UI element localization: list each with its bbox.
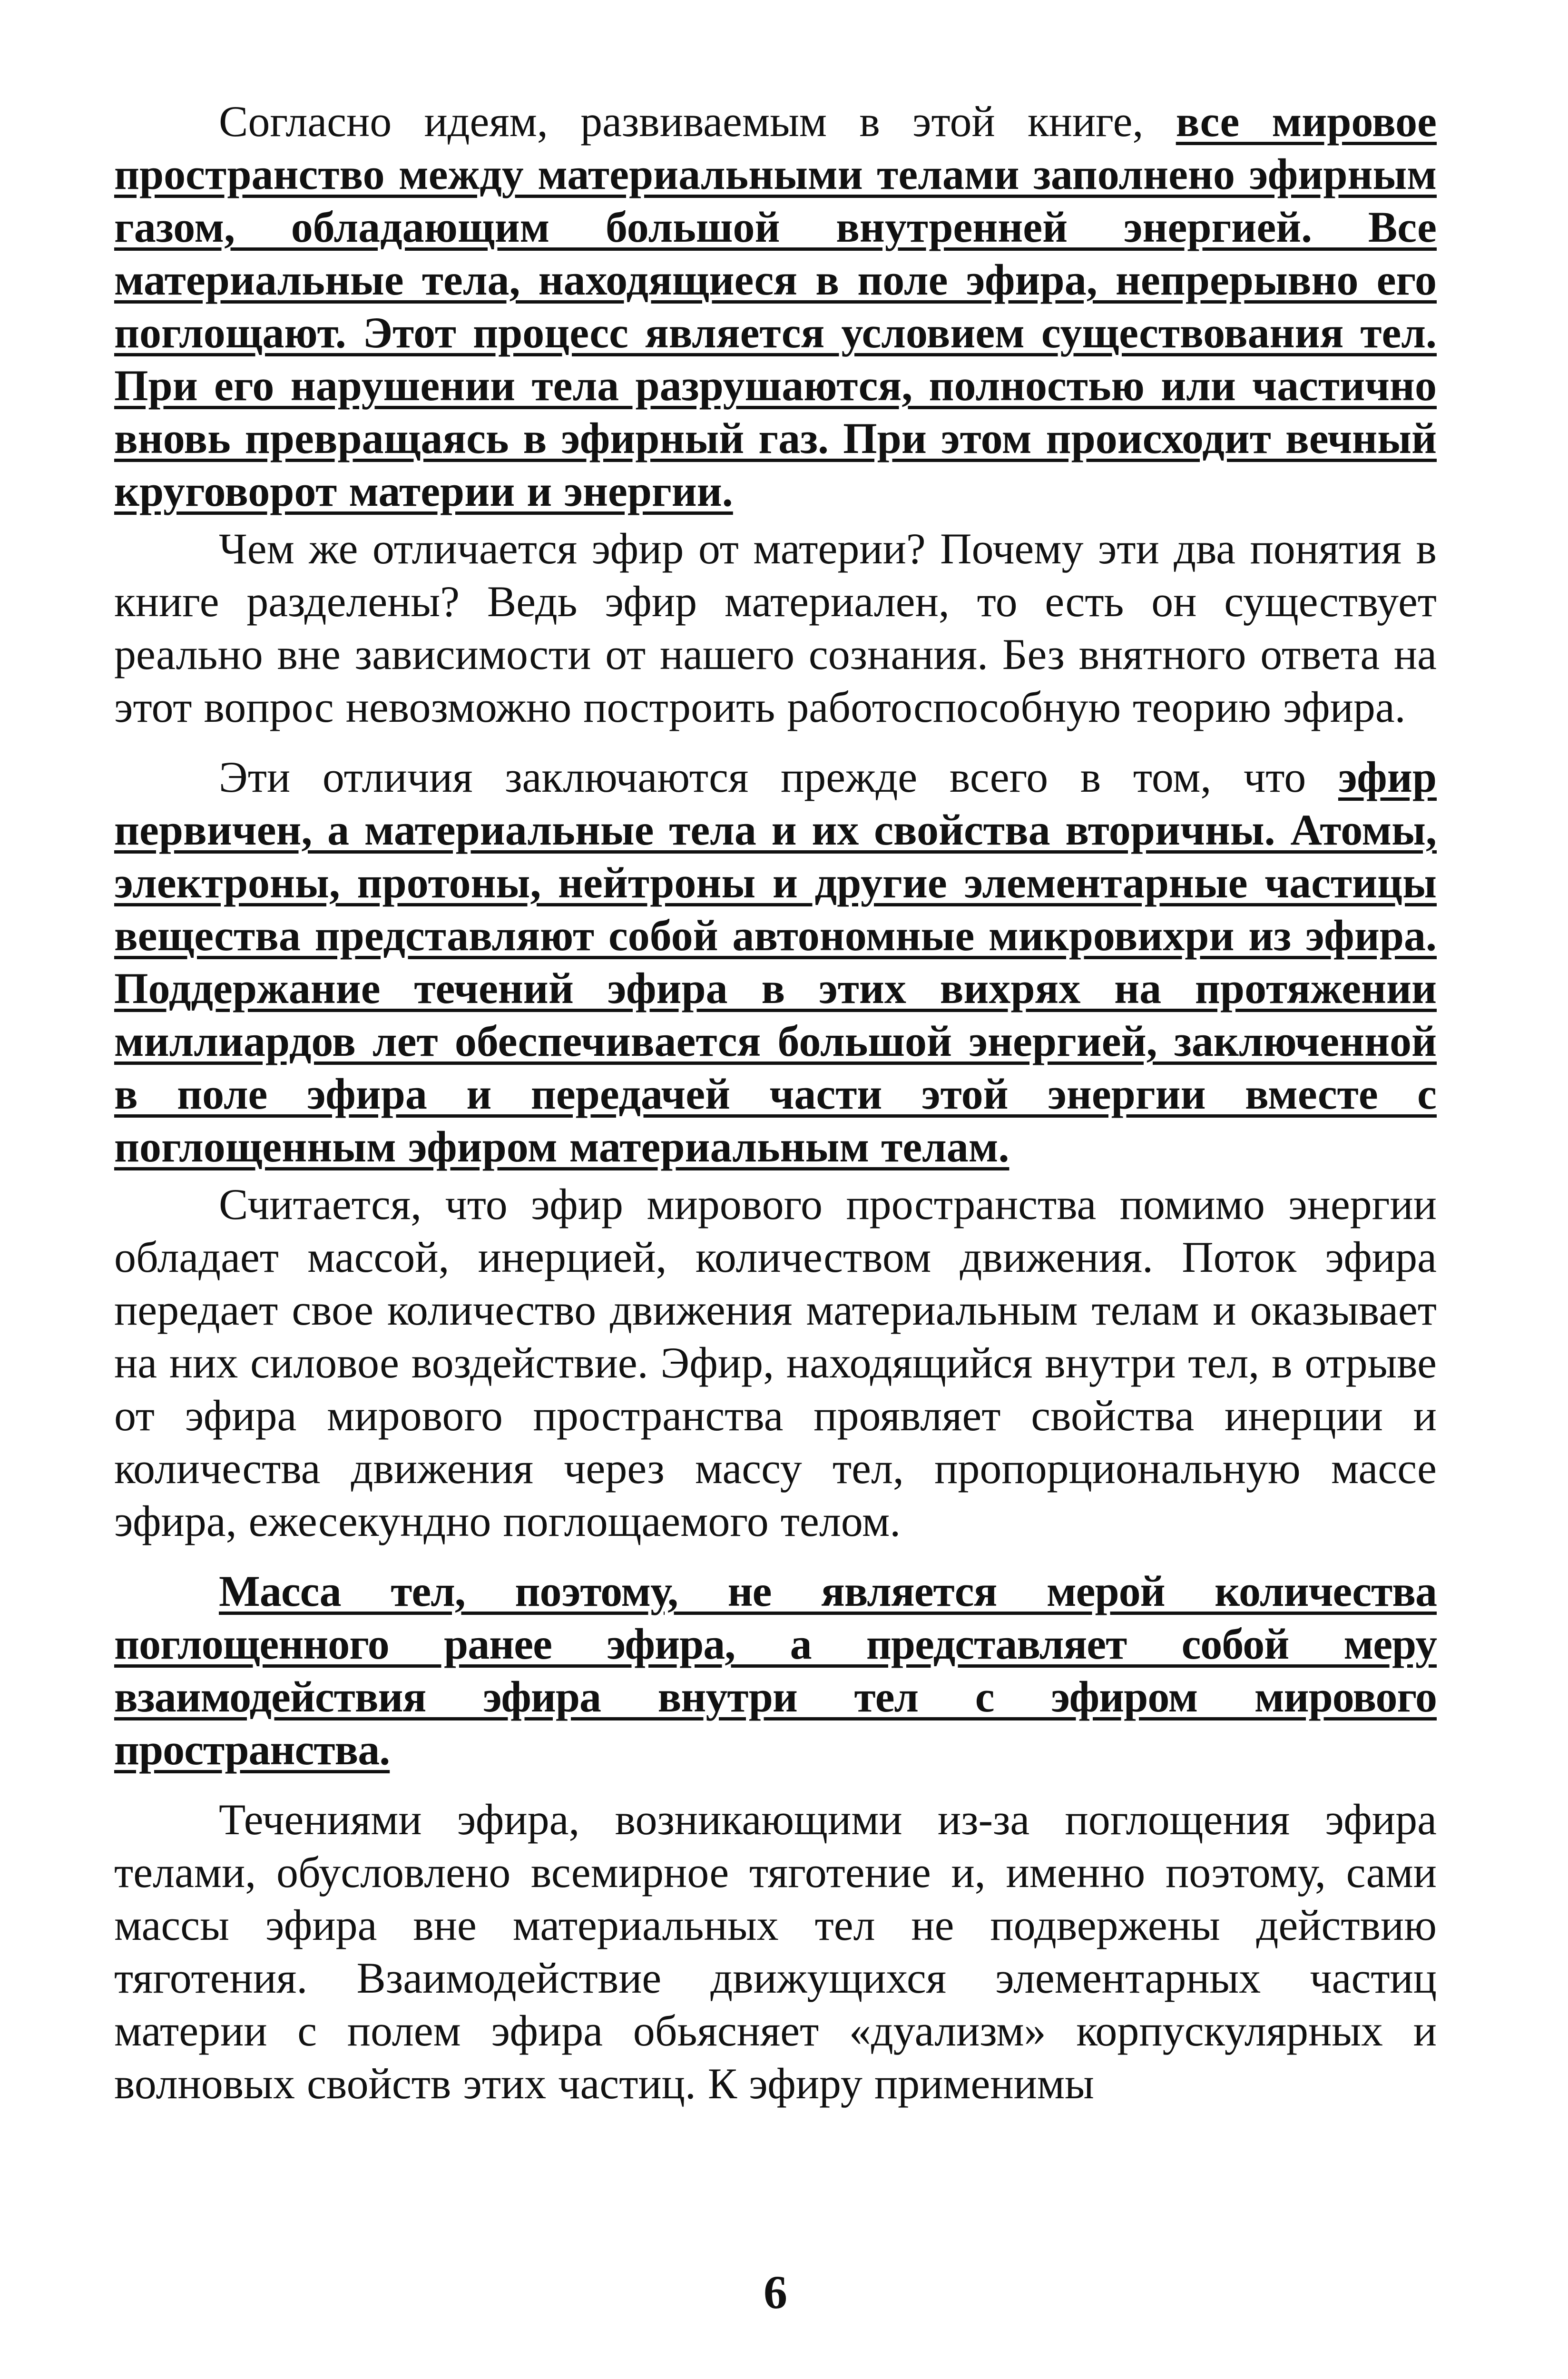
paragraph-3-plain-text: Эти отличия заключаются прежде всего в том, что [219, 753, 1338, 801]
paragraph-2: Чем же отличается эфир от материи? Почему эти два понятия в книге разделены? Ведь эфир материален, то есть он существует реально вне зависимости от нашего сознания. Без внятного ответа на этот вопрос невозможно построить работоспособную теорию эфира. [114, 524, 1437, 731]
paragraph-1 [114, 95, 1437, 518]
paragraph-1-plain-text: Согласно идеям, развиваемым в этой книге, [219, 97, 1176, 146]
paragraph-3 [114, 751, 1437, 1173]
paragraph-5-emphasized-text: Масса тел, поэтому, не является мерой количества поглощенного ранее эфира, а представляет собой меру взаимодействия эфира внутри тел с эфиром мирового пространства. [114, 1567, 1437, 1774]
paragraph-4: Считается, что эфир мирового пространства помимо энергии обладает массой, инерцией, количеством движения. Поток эфира передает свое количество движения материальным телам и оказывает на них силовое воздействие. Эфир, находящийся внутри тел, в отрыве от эфира мирового пространства проявляет свойства инерции и количества движения через массу тел, пропорциональную массе эфира, ежесекундно поглощаемого телом. [114, 1180, 1437, 1545]
paragraph-6: Течениями эфира, возникающими из-за поглощения эфира телами, обусловлено всемирное тяготение и, именно поэтому, сами массы эфира вне материальных тел не подвержены действию тяготения. Взаимодействие движущихся элементарных частиц материи с полем эфира обьясняет «дуализм» корпускулярных и волновых свойств этих частиц. К эфиру применимы [114, 1795, 1437, 2108]
book-page [114, 95, 1437, 2360]
page-number: 6 [764, 2266, 787, 2319]
paragraph-1-emphasized-text: все мировое пространство между материальными телами заполнено эфирным газом, обладающим большой внутренней энергией. Все материальные тела, находящиеся в поле эфира, непрерывно его поглощают. Этот процесс является условием существования тел. При его нарушении тела разрушаются, полностью или частично вновь превращаясь в эфирный газ. При этом происходит вечный круговорот материи и энергии. [114, 97, 1437, 515]
paragraph-5 [114, 1565, 1437, 1776]
paragraph-3-emphasized-text: эфир первичен, а материальные тела и их свойства вторичны. Атомы, электроны, протоны, нейтроны и другие элементарные частицы вещества представляют собой автономные микровихри из эфира. Поддержание течений эфира в этих вихрях на протяжении миллиардов лет обеспечивается большой энергией, заключенной в поле эфира и передачей части этой энергии вместе с поглощенным эфиром материальным телам. [114, 753, 1437, 1171]
